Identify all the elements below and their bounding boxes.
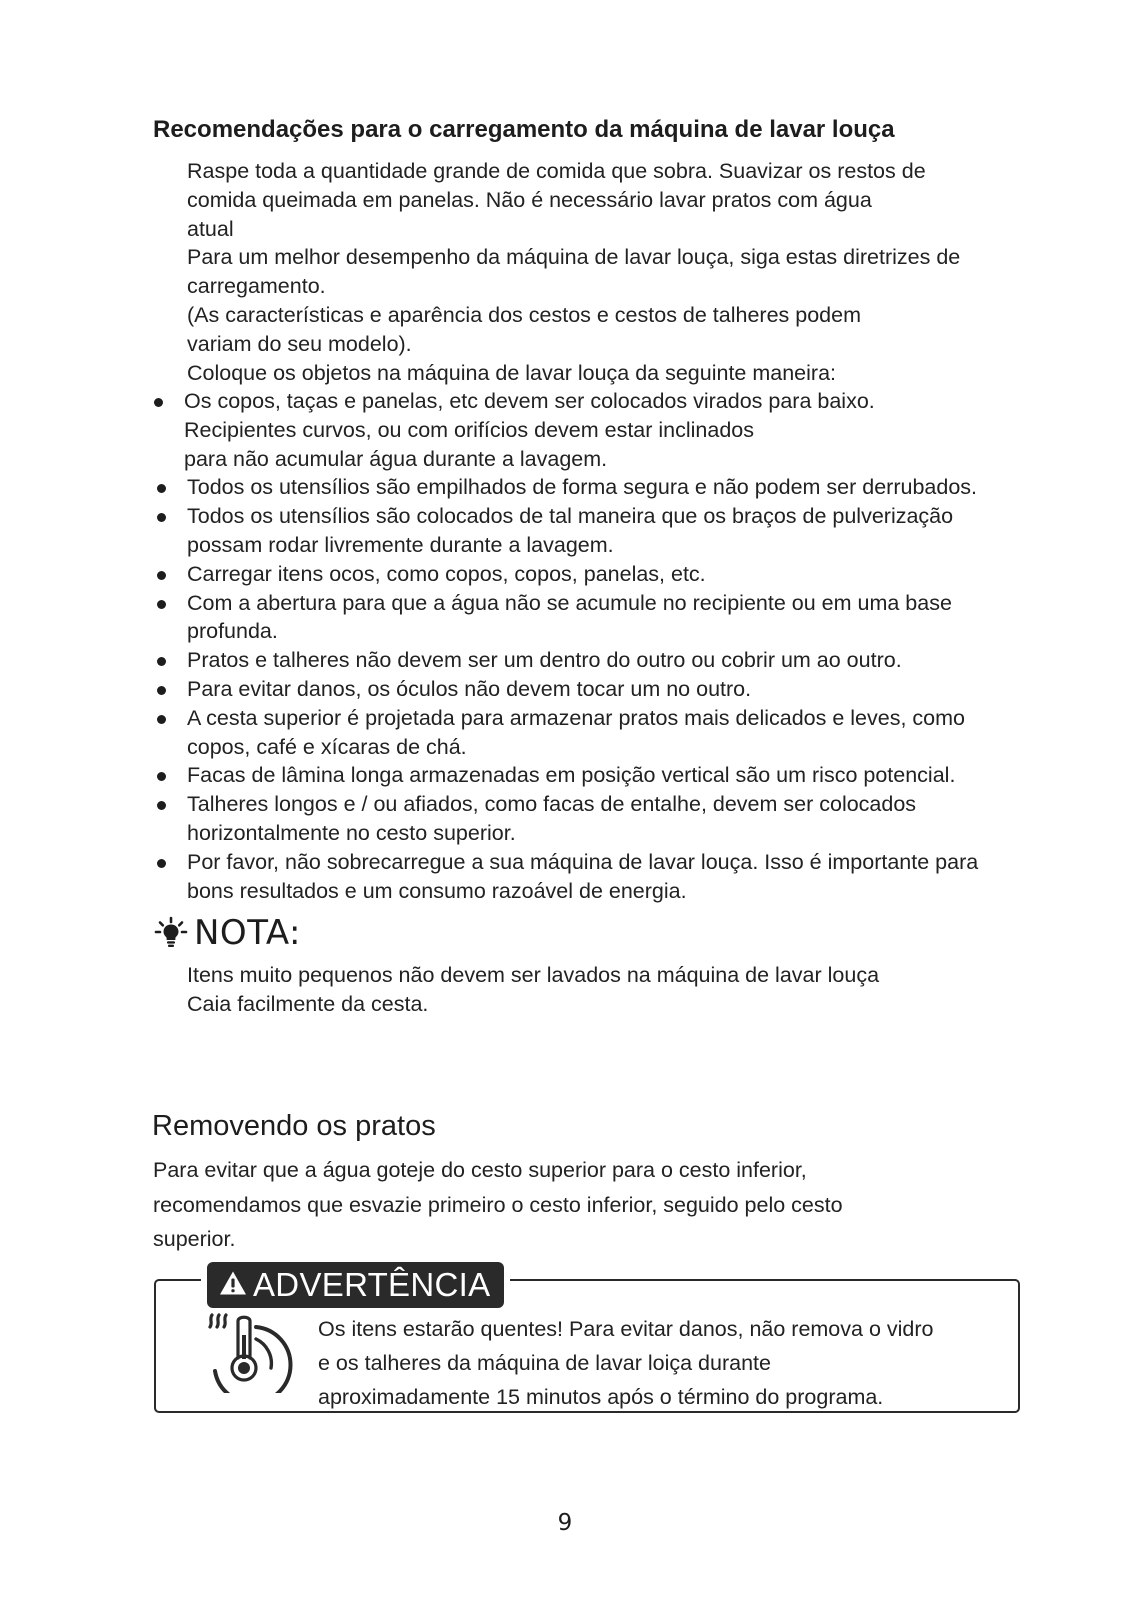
- warning-label: ADVERTÊNCIA: [253, 1266, 491, 1303]
- bullet-icon: [157, 600, 166, 609]
- warning-line: e os talheres da máquina de lavar loiça durante: [318, 1351, 771, 1375]
- list-item-line: A cesta superior é projetada para armazenar pratos mais delicados e leves, como: [187, 705, 965, 730]
- list-item-line: Pratos e talheres não devem ser um dentro do outro ou cobrir um ao outro.: [187, 648, 902, 673]
- list-item-line: profunda.: [187, 619, 278, 644]
- lightbulb-icon: [154, 916, 188, 950]
- bullet-icon: [157, 686, 166, 695]
- loading-bullet-list: [184, 387, 1087, 905]
- bullet-icon: [157, 772, 166, 781]
- list-item-line: Carregar itens ocos, como copos, copos, panelas, etc.: [187, 561, 706, 586]
- intro-line: Para um melhor desempenho da máquina de lavar louça, siga estas diretrizes de: [187, 245, 961, 270]
- bullet-icon: [154, 398, 163, 407]
- list-item: [187, 589, 1087, 647]
- page-number: 9: [557, 1510, 573, 1536]
- note-line: Caia facilmente da cesta.: [187, 991, 429, 1016]
- list-item: [187, 473, 1087, 502]
- removing-text: [153, 1153, 1033, 1257]
- list-item: [187, 560, 1087, 589]
- list-item-line: possam rodar livremente durante a lavagem.: [187, 532, 614, 557]
- intro-line: atual: [187, 216, 234, 241]
- warning-line: aproximadamente 15 minutos após o término do programa.: [318, 1385, 884, 1409]
- bullet-icon: [157, 657, 166, 666]
- bullet-icon: [157, 715, 166, 724]
- list-item: [187, 502, 1087, 560]
- warning-text: [318, 1312, 1018, 1414]
- bullet-icon: [157, 484, 166, 493]
- list-item-line: Todos os utensílios são empilhados de forma segura e não podem ser derrubados.: [187, 475, 977, 500]
- bullet-icon: [157, 513, 166, 522]
- intro-line: (As características e aparência dos cestos e cestos de talheres podem: [187, 302, 862, 327]
- list-item-line: Talheres longos e / ou afiados, como facas de entalhe, devem ser colocados: [187, 792, 917, 817]
- bullet-icon: [157, 859, 166, 868]
- list-item-line: Todos os utensílios são colocados de tal maneira que os braços de pulverização: [187, 504, 954, 529]
- loading-intro: [187, 157, 1087, 387]
- removing-line: Para evitar que a água goteje do cesto superior para o cesto inferior,: [153, 1158, 807, 1182]
- removing-line: recomendamos que esvazie primeiro o cesto inferior, seguido pelo cesto: [153, 1192, 843, 1217]
- warning-triangle-icon: [219, 1270, 247, 1301]
- note-heading: [154, 912, 301, 954]
- list-item: [184, 387, 1087, 473]
- list-item: [187, 761, 1087, 790]
- list-item: [187, 675, 1087, 704]
- intro-line: variam do seu modelo).: [187, 331, 412, 356]
- intro-line: Coloque os objetos na máquina de lavar louça da seguinte maneira:: [187, 360, 837, 385]
- list-item-line: bons resultados e um consumo razoável de energia.: [187, 878, 687, 903]
- list-item-line: copos, café e xícaras de chá.: [187, 734, 467, 759]
- list-item: [187, 704, 1087, 762]
- warning-line: Os itens estarão quentes! Para evitar danos, não remova o vidro: [318, 1317, 934, 1341]
- warning-tag: [207, 1262, 504, 1308]
- intro-line: carregamento.: [187, 274, 326, 299]
- list-item-line: para não acumular água durante a lavagem.: [184, 446, 608, 471]
- removing-line: superior.: [153, 1227, 236, 1251]
- list-item-line: Para evitar danos, os óculos não devem tocar um no outro.: [187, 676, 752, 701]
- bullet-icon: [157, 571, 166, 580]
- list-item-line: Com a abertura para que a água não se acumule no recipiente ou em uma base: [187, 590, 952, 615]
- list-item: [187, 646, 1087, 675]
- list-item-line: Facas de lâmina longa armazenadas em posição vertical são um risco potencial.: [187, 763, 956, 788]
- loading-section-title: Recomendações para o carregamento da máquina de lavar louça: [153, 116, 895, 143]
- list-item: [187, 790, 1087, 848]
- hot-surface-icon: [205, 1313, 305, 1398]
- list-item-line: horizontalmente no cesto superior.: [187, 820, 516, 845]
- note-text: [187, 961, 1067, 1019]
- note-line: Itens muito pequenos não devem ser lavados na máquina de lavar louça: [187, 963, 880, 987]
- note-label: NOTA:: [194, 913, 301, 953]
- list-item-line: Por favor, não sobrecarregue a sua máquina de lavar louça. Isso é importante para: [187, 849, 979, 874]
- bullet-icon: [157, 801, 166, 810]
- intro-line: comida queimada em panelas. Não é necessário lavar pratos com água: [187, 187, 872, 212]
- intro-line: Raspe toda a quantidade grande de comida que sobra. Suavizar os restos de: [187, 159, 926, 183]
- list-item: [187, 848, 1087, 906]
- list-item-line: Recipientes curvos, ou com orifícios devem estar inclinados: [184, 417, 755, 442]
- removing-section-title: Removendo os pratos: [152, 1110, 436, 1142]
- list-item-line: Os copos, taças e panelas, etc devem ser colocados virados para baixo.: [184, 389, 875, 413]
